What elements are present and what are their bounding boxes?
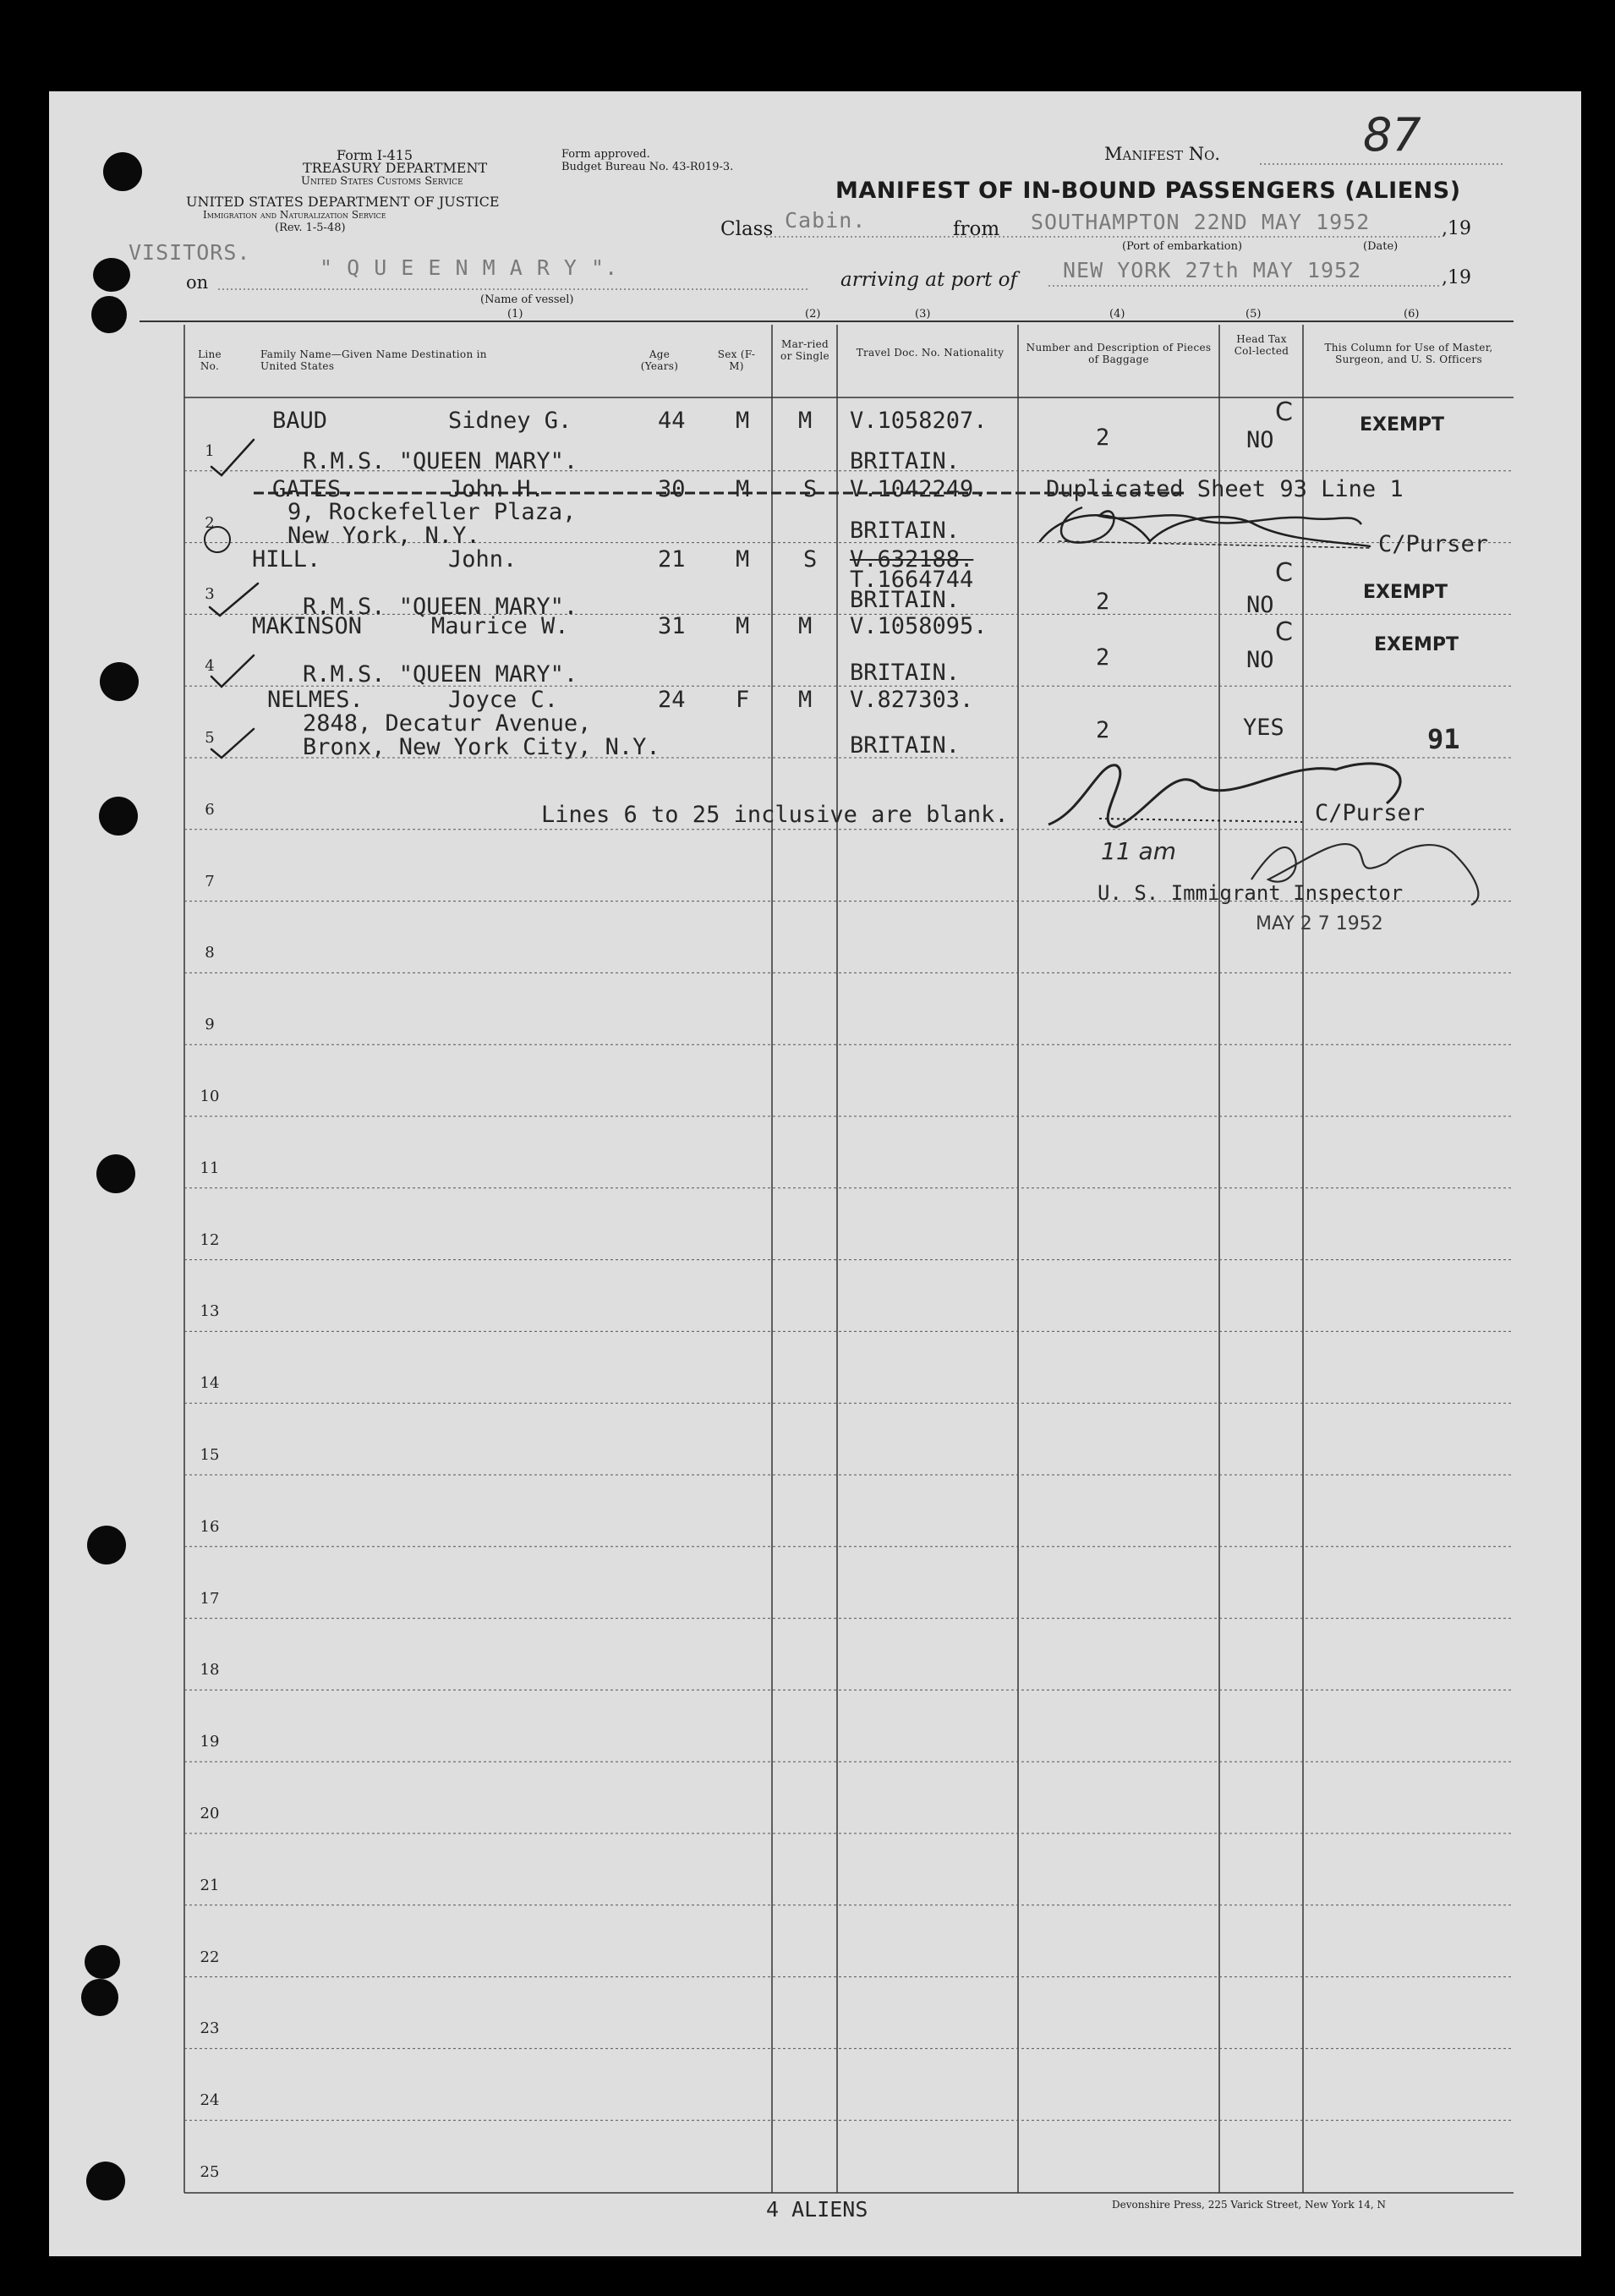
duplicated-note: Duplicated Sheet 93 Line 1 xyxy=(1046,476,1404,502)
passenger-head-tax: NO xyxy=(1246,427,1274,453)
head-tax-mark: C xyxy=(1275,397,1293,427)
passenger-family-name: GATES. xyxy=(272,476,355,502)
line-number: 19 xyxy=(200,1733,220,1751)
line-number: 12 xyxy=(200,1230,220,1249)
line-number: 24 xyxy=(200,2091,220,2110)
line-number: 25 xyxy=(200,2163,220,2181)
passenger-destination: R.M.S. "QUEEN MARY". xyxy=(303,661,578,688)
passenger-given-name: Joyce C. xyxy=(448,687,559,713)
purser-title-2: C/Purser xyxy=(1315,800,1426,826)
passenger-married: M xyxy=(798,613,813,639)
manifest-number: 87 xyxy=(1363,108,1421,162)
header-line-no: Line No. xyxy=(198,348,222,372)
header-sex: Sex (F-M) xyxy=(717,348,756,372)
header-travel-doc: Travel Doc. No. Nationality xyxy=(856,347,1005,359)
inspection-date-stamp: MAY 2 7 1952 xyxy=(1256,913,1383,934)
passenger-nationality: BRITAIN. xyxy=(850,660,961,686)
line-number: 14 xyxy=(200,1374,220,1393)
passenger-head-tax: NO xyxy=(1246,592,1274,618)
line-number: 15 xyxy=(200,1446,220,1464)
passenger-sex: M xyxy=(736,476,750,502)
passenger-travel-doc-cancelled: V.632188. xyxy=(850,546,974,573)
column-number: (4) xyxy=(1109,308,1125,321)
class-value: Cabin. xyxy=(785,208,867,233)
passenger-nationality: BRITAIN. xyxy=(850,732,961,759)
line-number: 4 xyxy=(205,657,215,676)
passenger-age: 31 xyxy=(658,613,686,639)
port-of-embarkation: SOUTHAMPTON 22ND MAY 1952 xyxy=(1031,210,1371,234)
passenger-travel-doc: V.1058207. xyxy=(850,408,988,434)
passenger-travel-doc: V.827303. xyxy=(850,687,974,713)
passenger-travel-doc: T.1664744 xyxy=(850,567,974,593)
form-approved: Form approved. xyxy=(561,148,650,161)
page-title: MANIFEST OF IN-BOUND PASSENGERS (ALIENS) xyxy=(835,178,1461,204)
printer-credit: Devonshire Press, 225 Varick Street, New York 14, N xyxy=(1112,2199,1386,2211)
from-label: from xyxy=(953,218,1000,240)
port-embarkation-caption: (Port of embarkation) xyxy=(1122,240,1243,253)
line-number: 9 xyxy=(205,1016,215,1034)
header-baggage: Number and Description of Pieces of Baggage xyxy=(1026,342,1212,365)
exempt-stamp: EXEMPT xyxy=(1374,634,1459,655)
line-number: 20 xyxy=(200,1805,220,1822)
head-tax-mark: C xyxy=(1275,558,1293,588)
passenger-baggage: 2 xyxy=(1096,425,1110,451)
line-number: 13 xyxy=(200,1302,220,1321)
line-number: 3 xyxy=(205,585,215,604)
time-initials: 11 am xyxy=(1101,837,1176,865)
passenger-sex: M xyxy=(736,408,750,434)
year-suffix-2: ,19 xyxy=(1442,267,1471,288)
passenger-age: 30 xyxy=(658,476,686,502)
purser-title-1: C/Purser xyxy=(1378,531,1489,557)
passenger-family-name: HILL. xyxy=(252,546,321,573)
line-number: 16 xyxy=(200,1517,220,1536)
department-justice: UNITED STATES DEPARTMENT OF JUSTICE xyxy=(186,194,500,210)
line-number: 6 xyxy=(205,800,215,819)
line-number: 22 xyxy=(200,1948,220,1966)
line-number: 18 xyxy=(200,1661,220,1680)
budget-bureau: Budget Bureau No. 43-R019-3. xyxy=(561,161,734,173)
header-name: Family Name—Given Name Destination in United States xyxy=(260,348,487,372)
revision: (Rev. 1-5-48) xyxy=(275,222,346,234)
arriving-label: arriving at port of xyxy=(840,269,1017,291)
passenger-head-tax: YES xyxy=(1243,715,1284,741)
passenger-nationality: BRITAIN. xyxy=(850,587,961,613)
inspector-title: U. S. Immigrant Inspector xyxy=(1098,881,1404,905)
passenger-travel-doc: V.1058095. xyxy=(850,613,988,639)
customs-service: United States Customs Service xyxy=(301,175,463,188)
vessel-name: " Q U E E N M A R Y ". xyxy=(320,255,619,280)
passenger-sex: F xyxy=(736,687,750,713)
passenger-baggage: 2 xyxy=(1096,644,1110,671)
passenger-family-name: NELMES. xyxy=(267,687,364,713)
passenger-married: S xyxy=(803,546,818,573)
column-number: (2) xyxy=(805,308,821,321)
line-number: 23 xyxy=(200,2019,220,2038)
passenger-destination: R.M.S. "QUEEN MARY". xyxy=(303,594,578,620)
passenger-given-name: Maurice W. xyxy=(431,613,569,639)
passenger-age: 24 xyxy=(658,687,686,713)
exempt-stamp: EXEMPT xyxy=(1363,582,1448,603)
date-caption: (Date) xyxy=(1363,240,1399,253)
visitors-label: VISITORS. xyxy=(129,240,251,265)
header-married: Mar-ried or Single xyxy=(780,338,829,362)
passenger-married: M xyxy=(798,408,813,434)
line-number: 2 xyxy=(205,513,215,532)
port-of-arrival: NEW YORK 27th MAY 1952 xyxy=(1063,258,1362,282)
year-suffix-1: ,19 xyxy=(1442,218,1471,239)
column-number: (3) xyxy=(915,308,931,321)
passenger-travel-doc: V.1042249. xyxy=(850,476,988,502)
aliens-count: 4 ALIENS xyxy=(766,2197,868,2222)
passenger-given-name: John H. xyxy=(448,476,545,502)
passenger-destination-2: Bronx, New York City, N.Y. xyxy=(303,734,660,760)
passenger-destination: 2848, Decatur Avenue, xyxy=(303,710,592,737)
passenger-family-name: MAKINSON xyxy=(252,613,363,639)
passenger-nationality: BRITAIN. xyxy=(850,518,961,544)
passenger-given-name: Sidney G. xyxy=(448,408,572,434)
passenger-sex: M xyxy=(736,546,750,573)
exempt-stamp: EXEMPT xyxy=(1360,414,1445,436)
header-officers: This Column for Use of Master, Surgeon, and U. S. Officers xyxy=(1324,342,1493,365)
form-number: Form I-415 xyxy=(337,147,413,163)
class-label: Class xyxy=(720,218,774,240)
line-number: 10 xyxy=(200,1088,220,1105)
line-number: 21 xyxy=(200,1876,220,1894)
on-label: on xyxy=(186,272,209,293)
passenger-nationality: BRITAIN. xyxy=(850,448,961,474)
passenger-married: M xyxy=(798,687,813,713)
line-number: 17 xyxy=(200,1589,220,1608)
passenger-given-name: John. xyxy=(448,546,517,573)
passenger-married: S xyxy=(803,476,818,502)
officer-code: 91 xyxy=(1427,723,1460,755)
manifest-label: Manifest No. xyxy=(1104,144,1221,164)
line-number: 11 xyxy=(200,1159,220,1177)
blank-lines-note: Lines 6 to 25 inclusive are blank. xyxy=(541,802,1009,828)
column-number: (1) xyxy=(507,308,523,321)
header-age: Age (Years) xyxy=(640,348,679,372)
passenger-destination: R.M.S. "QUEEN MARY". xyxy=(303,448,578,474)
passenger-head-tax: NO xyxy=(1246,647,1274,673)
immigration-service: Immigration and Naturalization Service xyxy=(203,209,386,221)
passenger-age: 21 xyxy=(658,546,686,573)
column-number: (6) xyxy=(1404,308,1420,321)
department-treasury: TREASURY DEPARTMENT xyxy=(303,160,488,176)
vessel-caption: (Name of vessel) xyxy=(480,293,574,306)
passenger-destination: 9, Rockefeller Plaza, xyxy=(287,499,577,525)
line-number: 1 xyxy=(205,441,215,460)
line-number: 5 xyxy=(205,729,215,747)
head-tax-mark: C xyxy=(1275,617,1293,647)
line-number: 8 xyxy=(205,944,215,962)
passenger-destination-2: New York, N.Y. xyxy=(287,523,480,549)
line-number: 7 xyxy=(205,872,215,890)
passenger-sex: M xyxy=(736,613,750,639)
passenger-baggage: 2 xyxy=(1096,717,1110,743)
passenger-family-name: BAUD xyxy=(272,408,328,434)
passenger-baggage: 2 xyxy=(1096,589,1110,615)
column-number: (5) xyxy=(1245,308,1262,321)
header-head-tax: Head Tax Col-lected xyxy=(1234,333,1289,357)
passenger-age: 44 xyxy=(658,408,686,434)
